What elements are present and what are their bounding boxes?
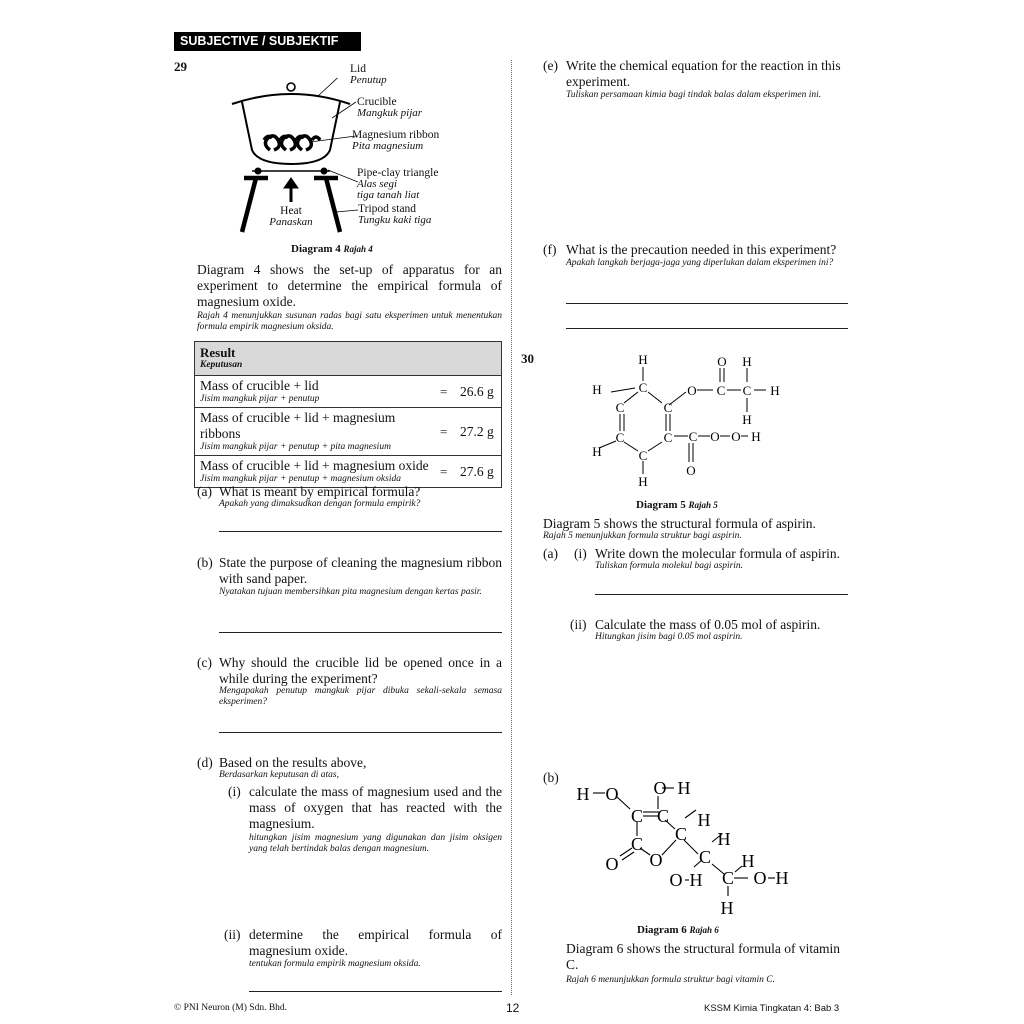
heat-arrow <box>284 178 298 202</box>
table-row: Mass of crucible + lid Jisim mangkuk pijar + penutup = 26.6 g <box>195 376 502 408</box>
result-table <box>194 341 502 488</box>
q29b-text: State the purpose of cleaning the magnesium ribbon with sand paper. <box>219 555 502 586</box>
atom-label: H <box>720 898 734 918</box>
label-crucible: Crucible Mangkuk pijar <box>357 96 423 119</box>
atom-label: C <box>630 834 644 854</box>
lid <box>232 94 350 104</box>
q30b-intro-ms: Rajah 6 menunjukkan formula struktur bagi vitamin C. <box>566 975 775 985</box>
atom-label: C <box>674 824 688 844</box>
atom-label: H <box>689 870 703 890</box>
atom-label: C <box>663 400 673 415</box>
atom-label: O <box>605 784 619 804</box>
atom-label: H <box>770 383 780 398</box>
section-header: SUBJECTIVE / SUBJEKTIF <box>174 32 361 51</box>
q30-intro: Diagram 5 shows the structural formula of aspirin. <box>543 516 816 531</box>
atom-label: H <box>742 412 752 427</box>
answer-line[interactable] <box>566 303 848 304</box>
q30-intro-ms: Rajah 5 menunjukkan formula struktur bagi aspirin. <box>543 531 742 541</box>
atom-label: H <box>751 429 761 444</box>
answer-line[interactable] <box>595 594 848 595</box>
q30b-label: (b) <box>543 770 559 785</box>
q30aii-text: Calculate the mass of 0.05 mol of aspirin. <box>595 617 821 632</box>
atom-label: O <box>731 429 741 444</box>
atom-label: C <box>615 430 625 445</box>
label-heat: Heat Panaskan <box>269 205 313 228</box>
q29a-text: What is meant by empirical formula? <box>219 484 421 499</box>
q29dii-text-ms: tentukan formula empirik magnesium oksida. <box>249 959 421 969</box>
diagram-4-caption: Diagram 4 Rajah 4 <box>291 243 373 255</box>
q29b-label: (b) <box>197 555 213 570</box>
q30aii-text-ms: Hitungkan jisim bagi 0.05 mol aspirin. <box>595 632 743 642</box>
magnesium-ribbon <box>264 136 320 150</box>
atom-label: O <box>710 429 720 444</box>
page-number: 12 <box>506 1001 520 1015</box>
lid-knob <box>287 83 295 91</box>
q29e-label: (e) <box>543 58 558 73</box>
table-row: Mass of crucible + lid + magnesium oxide Jisim mangkuk pijar + penutup + magnesium oksida = 27.6 g <box>195 456 502 488</box>
atom-label: C <box>721 868 735 888</box>
diagram-6-caption: Diagram 6 Rajah 6 <box>637 924 719 936</box>
q29d-text: Based on the results above, <box>219 755 367 770</box>
q29b-text-ms: Nyatakan tujuan membersihkan pita magnesium dengan kertas pasir. <box>219 587 482 597</box>
atom-label: O <box>649 850 663 870</box>
atom-label: H <box>638 352 648 367</box>
q29di-label: (i) <box>228 784 241 799</box>
atom-label: C <box>688 429 698 444</box>
crucible <box>242 102 340 164</box>
atom-label: C <box>656 806 670 826</box>
q30ai-label: (i) <box>574 546 587 561</box>
atom-label: H <box>638 474 648 489</box>
atom-label: O <box>605 854 619 874</box>
atom-label: C <box>638 380 648 395</box>
q30aii-label: (ii) <box>570 617 587 632</box>
q29c-label: (c) <box>197 655 212 670</box>
atom-label: O <box>669 870 683 890</box>
atom-label: H <box>742 354 752 369</box>
atom-label: H <box>775 868 789 888</box>
q29e-text: Write the chemical equation for the reaction in this experiment. <box>566 58 841 89</box>
q29d-label: (d) <box>197 755 213 770</box>
answer-line[interactable] <box>219 632 502 633</box>
atom-label: H <box>741 851 755 871</box>
footer-book: KSSM Kimia Tingkatan 4: Bab 3 <box>704 1003 840 1014</box>
atom-label: C <box>698 847 712 867</box>
q29d-text-ms: Berdasarkan keputusan di atas, <box>219 770 339 780</box>
answer-line[interactable] <box>249 991 502 992</box>
atom-label: C <box>630 806 644 826</box>
column-divider <box>511 60 512 995</box>
atom-label: C <box>663 430 673 445</box>
answer-line[interactable] <box>219 732 502 733</box>
q29f-text-ms: Apakah langkah berjaga-jaga yang diperlukan dalam eksperimen ini? <box>566 258 834 268</box>
q29di-text: calculate the mass of magnesium used and the mass of oxygen that has reacted with the magnesium. <box>249 784 502 831</box>
q29-intro-ms: Rajah 4 menunjukkan susunan radas bagi satu eksperimen untuk menentukan formula empirik magnesium oksida. <box>197 311 502 332</box>
q29e-text-ms: Tuliskan persamaan kimia bagi tindak balas dalam eksperimen ini. <box>566 90 822 100</box>
q29c-text-ms: Mengapakah penutup mangkuk pijar dibuka sekali-sekala semasa eksperimen? <box>219 686 502 707</box>
atom-label: H <box>592 444 602 459</box>
label-pipe-clay-triangle: Pipe-clay triangle Alas segi tiga tanah liat <box>357 167 439 201</box>
q30ai-text: Write down the molecular formula of aspirin. <box>595 546 841 561</box>
atom-label: C <box>716 383 726 398</box>
q30a-label: (a) <box>543 546 558 561</box>
q29dii-text: determine the empirical formula of magnesium oxide. <box>249 927 502 958</box>
answer-line[interactable] <box>566 328 848 329</box>
atom-label: C <box>615 400 625 415</box>
table-row: Mass of crucible + lid + magnesium ribbons Jisim mangkuk pijar + penutup + pita magnesium = 27.2 g <box>195 408 502 456</box>
atom-label: C <box>638 448 648 463</box>
q29f-text: What is the precaution needed in this experiment? <box>566 242 837 257</box>
atom-label: O <box>686 463 696 478</box>
q29-intro: Diagram 4 shows the set-up of apparatus for an experiment to determine the empirical formula of magnesium oxide. <box>197 262 502 309</box>
atom-label: H <box>677 778 691 798</box>
atom-label: O <box>687 383 697 398</box>
q30b-intro: Diagram 6 shows the structural formula of vitamin C. <box>566 941 841 972</box>
label-lid: Lid Penutup <box>350 63 387 86</box>
atom-label: O <box>753 868 767 888</box>
atom-label: H <box>697 810 711 830</box>
q29c-text: Why should the crucible lid be opened once in a while during the experiment? <box>219 655 502 686</box>
label-tripod-stand: Tripod stand Tungku kaki tiga <box>358 203 432 226</box>
q29f-label: (f) <box>543 242 557 257</box>
atom-label: H <box>592 382 602 397</box>
atom-label: H <box>717 829 731 849</box>
q29a-text-ms: Apakah yang dimaksudkan dengan formula empirik? <box>219 499 421 509</box>
q29di-text-ms: hitungkan jisim magnesium yang digunakan dan jisim oksigen yang telah bertindak balas dengan magnesium. <box>249 833 502 854</box>
atom-label: H <box>576 784 590 804</box>
atom-label: O <box>717 354 727 369</box>
question-number: 29 <box>174 59 187 74</box>
label-magnesium-ribbon: Magnesium ribbon Pita magnesium <box>352 129 440 152</box>
atom-label: C <box>742 383 752 398</box>
vitamin-c-structure <box>572 774 804 920</box>
question-number: 30 <box>521 351 534 366</box>
footer-publisher: © PNI Neuron (M) Sdn. Bhd. <box>174 1003 288 1013</box>
table-header: Result Keputusan <box>195 342 502 376</box>
atom-label: O <box>653 778 667 798</box>
label-leaders <box>310 78 358 212</box>
aspirin-structure <box>586 350 786 490</box>
answer-line[interactable] <box>219 531 502 532</box>
diagram-5-caption: Diagram 5 Rajah 5 <box>636 499 718 511</box>
q29dii-label: (ii) <box>224 927 241 942</box>
q29a-label: (a) <box>197 484 212 499</box>
q30ai-text-ms: Tuliskan formula molekul bagi aspirin. <box>595 561 744 571</box>
